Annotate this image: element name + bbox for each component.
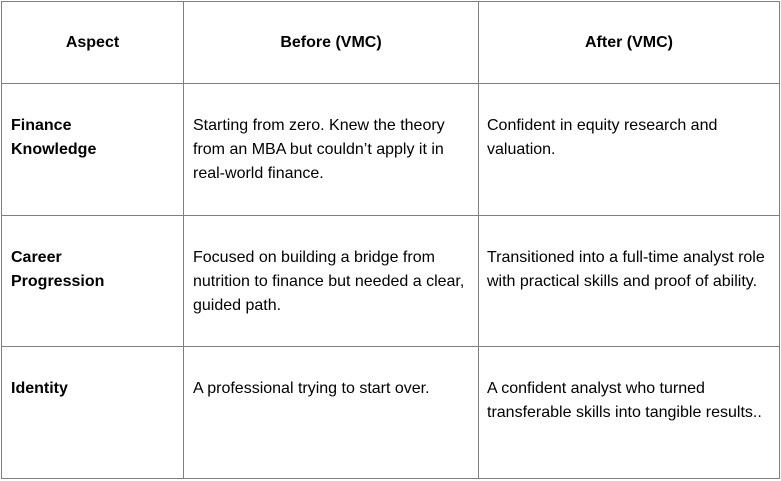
before-cell	[184, 216, 479, 347]
header-row	[2, 2, 780, 84]
header-after: After (VMC)	[479, 2, 780, 84]
aspect-cell	[2, 84, 184, 216]
after-text: Confident in equity research and valuation.	[487, 117, 718, 158]
aspect-cell	[2, 216, 184, 347]
table-body	[2, 84, 780, 479]
table-header	[2, 2, 780, 84]
before-text: Starting from zero. Knew the theory from an MBA but couldn’t apply it in real-world finance.	[193, 117, 445, 182]
table-row	[2, 347, 780, 479]
before-text: Focused on building a bridge from nutrition to finance but needed a clear, guided path.	[193, 249, 465, 314]
before-text: A professional trying to start over.	[193, 380, 430, 397]
before-cell	[184, 347, 479, 479]
aspect-label: Career Progression	[11, 249, 105, 290]
aspect-cell	[2, 347, 184, 479]
after-text: A confident analyst who turned transferable skills into tangible results..	[487, 380, 762, 421]
aspect-label: Finance Knowledge	[11, 117, 97, 158]
table-row	[2, 216, 780, 347]
before-cell	[184, 84, 479, 216]
after-cell	[479, 347, 780, 479]
after-text: Transitioned into a full-time analyst role with practical skills and proof of ability.	[487, 249, 765, 290]
after-cell	[479, 216, 780, 347]
after-cell	[479, 84, 780, 216]
comparison-table	[1, 1, 780, 479]
aspect-label: Identity	[11, 380, 68, 397]
header-before: Before (VMC)	[184, 2, 479, 84]
header-aspect: Aspect	[2, 2, 184, 84]
table-row	[2, 84, 780, 216]
